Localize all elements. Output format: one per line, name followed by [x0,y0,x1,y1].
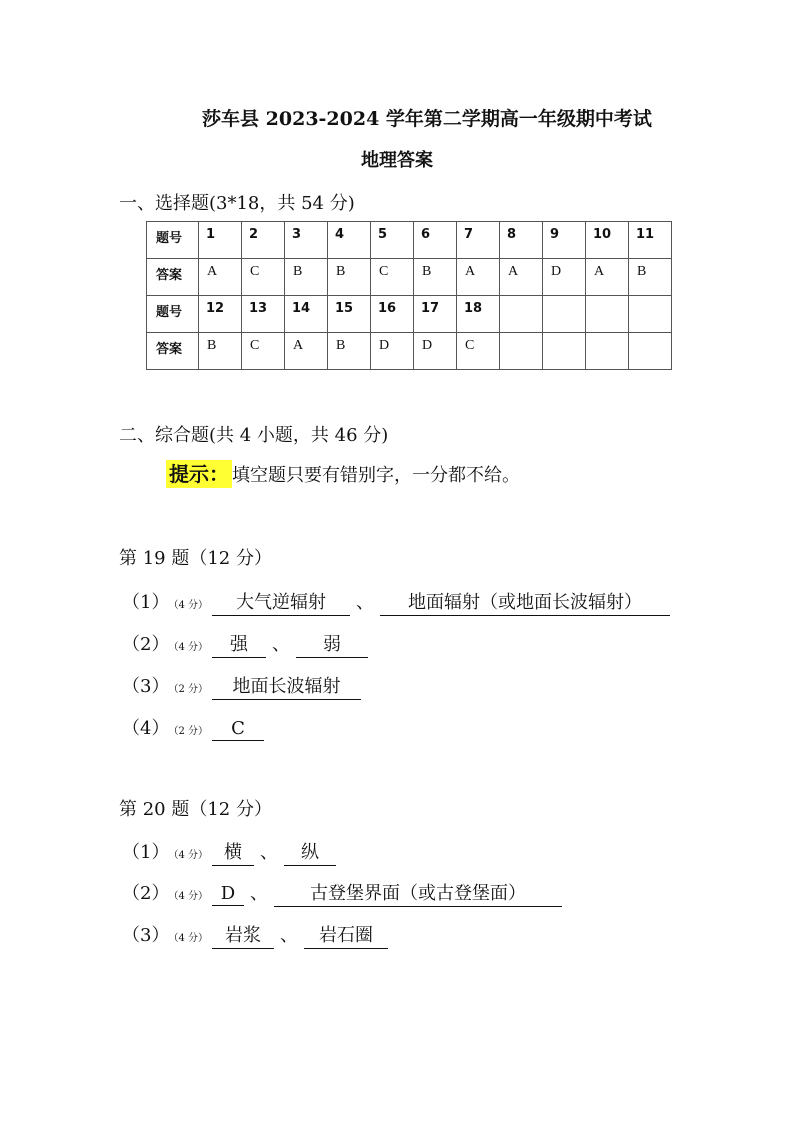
answer-cell: A [594,264,605,279]
item-number: （1） [122,842,170,863]
answer-cell: C [250,264,260,279]
hint-text: 填空题只要有错别字，一分都不给。 [232,465,520,486]
separator: 、 [272,634,290,655]
q20-item-2 [122,879,562,907]
answer-cell: D [551,264,562,279]
answer-cell: D [422,338,433,353]
item-score: （4 分） [173,642,208,653]
answer-blank: 岩浆 [212,921,274,949]
question-number: 18 [464,301,483,316]
item-number: （2） [122,634,170,655]
question-number: 1 [206,227,216,242]
empty-cell [500,296,543,333]
answer-blank: 岩石圈 [304,921,388,949]
question-number: 9 [550,227,560,242]
question-number: 3 [292,227,302,242]
item-score: （2 分） [173,726,208,737]
answer-blank: 地面长波辐射 [212,672,361,700]
answer-blank: 横 [212,838,254,866]
answer-cell: B [422,264,432,279]
empty-cell [629,333,672,370]
table-row [147,333,672,370]
question-number: 4 [335,227,345,242]
empty-cell [543,296,586,333]
answer-blank: C [212,718,264,741]
answer-blank: 地面辐射（或地面长波辐射） [380,588,670,616]
item-score: （4 分） [173,891,208,902]
question-number: 11 [636,227,655,242]
question-number: 5 [378,227,388,242]
row-label-question-number: 题号 [156,231,183,246]
exam-title: 莎车县 2023-2024 学年第二学期高一年级期中考试 [202,108,652,130]
answer-cell: C [379,264,389,279]
answer-blank: 纵 [284,838,336,866]
question-19-title: 第 19 题（12 分） [119,548,272,569]
empty-cell [586,333,629,370]
question-number: 16 [378,301,397,316]
section-choice-heading: 一、选择题(3*18，共 54 分) [119,193,355,214]
question-20-title: 第 20 题（12 分） [119,799,272,820]
question-number: 2 [249,227,259,242]
item-score: （2 分） [173,684,208,695]
question-number: 15 [335,301,354,316]
answer-cell: D [379,338,390,353]
choice-answer-table [146,221,672,370]
q20-item-1 [122,838,336,866]
question-number: 17 [421,301,440,316]
empty-cell [543,333,586,370]
answer-cell: C [465,338,475,353]
answer-cell: B [336,338,346,353]
item-score: （4 分） [173,933,208,944]
answer-subtitle: 地理答案 [361,150,433,171]
q19-item-3 [122,672,361,700]
separator: 、 [356,592,374,613]
question-number: 12 [206,301,225,316]
table-row [147,296,672,333]
question-number: 14 [292,301,311,316]
answer-blank: 大气逆辐射 [212,588,350,616]
item-number: （3） [122,925,170,946]
answer-cell: A [293,338,304,353]
table-row [147,259,672,296]
question-number: 13 [249,301,268,316]
answer-blank: 古登堡界面（或古登堡面） [274,879,562,907]
row-label-answer: 答案 [156,342,183,357]
answer-cell: B [336,264,346,279]
answer-blank: D [212,883,244,906]
item-number: （2） [122,883,170,904]
q19-item-2 [122,630,368,658]
separator: 、 [250,883,268,904]
answer-blank: 弱 [296,630,368,658]
q19-item-4 [122,714,264,741]
answer-cell: A [465,264,476,279]
question-number: 6 [421,227,431,242]
row-label-answer: 答案 [156,268,183,283]
question-number: 7 [464,227,474,242]
answer-cell: A [508,264,519,279]
table-row [147,222,672,259]
section-comprehensive-heading: 二、综合题(共 4 小题，共 46 分) [119,425,389,446]
item-score: （4 分） [173,850,208,861]
empty-cell [586,296,629,333]
answer-cell: B [293,264,303,279]
hint-label: 提示： [166,460,232,488]
item-score: （4 分） [173,600,208,611]
separator: 、 [260,842,278,863]
item-number: （4） [122,718,170,739]
row-label-question-number: 题号 [156,305,183,320]
item-number: （1） [122,592,170,613]
q20-item-3 [122,921,388,949]
q19-item-1 [122,588,670,616]
question-number: 8 [507,227,517,242]
answer-cell: B [207,338,217,353]
hint-note [166,458,520,487]
answer-cell: C [250,338,260,353]
separator: 、 [280,925,298,946]
item-number: （3） [122,676,170,697]
answer-cell: B [637,264,647,279]
question-number: 10 [593,227,612,242]
empty-cell [500,333,543,370]
answer-cell: A [207,264,218,279]
empty-cell [629,296,672,333]
answer-blank: 强 [212,630,266,658]
